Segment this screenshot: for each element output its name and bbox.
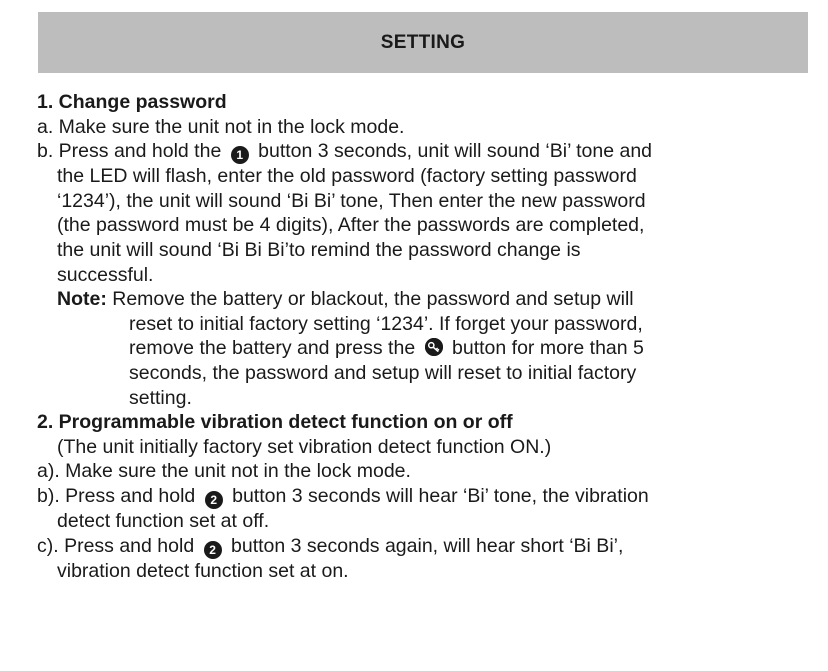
step-2c-text-pre: c). Press and hold [37,534,195,557]
note-text-3-post: button for more than 5 [452,337,644,360]
step-2b-line-1 [37,484,807,509]
section-heading-vibration: 2. Programmable vibration detect function on or off [37,411,513,434]
step-2c-line-1 [37,534,807,559]
note-line-2: reset to initial factory setting ‘1234’. If forget your password, [129,312,643,335]
step-b-line-6: successful. [57,263,154,286]
note-text-3-pre: remove the battery and press the [129,337,416,360]
step-a-lock-mode: a. Make sure the unit not in the lock mode. [37,115,405,138]
step-2b-text-pre: b). Press and hold [37,484,196,507]
header-bar [38,12,808,73]
step-b-line-2: the LED will flash, enter the old password (factory setting password [57,165,637,188]
step-b-line-4: (the password must be 4 digits), After the passwords are completed, [57,214,645,237]
key-button-icon [425,338,443,356]
step-2c-text-post: button 3 seconds again, will hear short ‘Bi Bi’, [231,534,624,557]
step-b-text-pre: b. Press and hold the [37,140,222,163]
section-subheading-vibration: (The unit initially factory set vibration detect function ON.) [57,435,552,458]
step-b-text-post: button 3 seconds, unit will sound ‘Bi’ tone and [258,140,653,163]
note-line-4: seconds, the password and setup will reset to initial factory [129,361,637,384]
page-title: SETTING [380,31,466,53]
step-b-line-3: ‘1234’), the unit will sound ‘Bi Bi’ tone, Then enter the new password [57,189,646,212]
step-2a-lock-mode: a). Make sure the unit not in the lock mode. [37,460,411,483]
note-label: Note: [57,288,107,311]
step-b-line-1 [37,139,807,164]
note-line-1 [37,287,807,312]
step-2c-line-2: vibration detect function set at on. [57,559,349,582]
step-b-line-5: the unit will sound ‘Bi Bi Bi’to remind the password change is [57,238,581,261]
step-2b-line-2: detect function set at off. [57,509,270,532]
document-body [37,90,807,583]
step-2b-text-post: button 3 seconds will hear ‘Bi’ tone, the vibration [232,484,649,507]
note-line-5: setting. [129,386,192,409]
number-one-icon: 1 [231,146,249,164]
note-text-1: Remove the battery or blackout, the password and setup will [112,288,634,311]
note-line-3 [37,336,807,361]
number-two-icon: 2 [205,491,223,509]
section-heading-change-password: 1. Change password [37,91,227,113]
number-two-icon: 2 [204,541,222,559]
